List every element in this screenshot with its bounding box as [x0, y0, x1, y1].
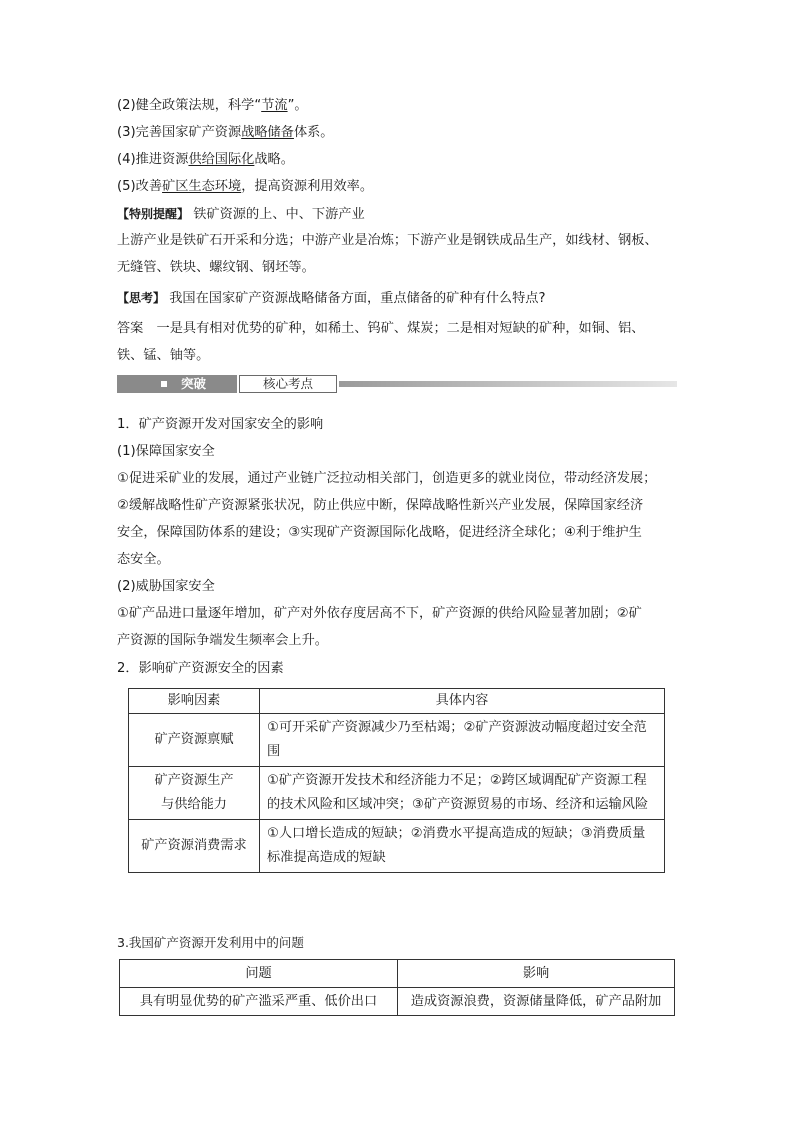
reminder-text-line-2: 无缝管、铁块、螺纹钢、钢坯等。 [117, 260, 315, 275]
think-tag: 【思考】 [117, 291, 166, 305]
measure-3-underlined: 战略储备 [241, 125, 294, 140]
table-header-row [120, 960, 675, 988]
section-1-p1-line-4: 态安全。 [117, 552, 170, 567]
impact-cell: 造成资源浪费，资源储量降低，矿产品附加 [398, 988, 675, 1016]
section-banner [117, 375, 677, 393]
think-question-text: 我国在国家矿产资源战略储备方面，重点储备的矿种有什么特点? [165, 291, 546, 306]
measure-2-end: ”。 [287, 98, 308, 113]
header-impact: 影响 [398, 960, 675, 988]
section-1-title: 1．矿产资源开发对国家安全的影响 [117, 417, 324, 432]
measure-2 [117, 97, 308, 115]
table-row [129, 820, 665, 873]
measure-4-underlined: 供给国际化 [188, 152, 255, 167]
measure-5-end: ，提高资源利用效率。 [241, 179, 374, 194]
table-row [129, 767, 665, 820]
banner-left-label: 突破 [181, 376, 207, 391]
section-1-p1-line-1: ①促进采矿业的发展，通过产业链广泛拉动相关部门，创造更多的就业岗位，带动经济发展； [117, 471, 657, 486]
banner-rule [339, 381, 677, 387]
table-header-row [129, 689, 665, 714]
square-bullet-icon [161, 381, 167, 387]
table-row [129, 714, 665, 767]
problem-cell: 具有明显优势的矿产滥采严重、低价出口 [120, 988, 398, 1016]
measure-4-end: 战略。 [254, 152, 294, 167]
content-cell: ①人口增长造成的短缺；②消费水平提高造成的短缺；③消费质量标准提高造成的短缺 [260, 820, 665, 873]
content-cell: ①矿产资源开发技术和经济能力不足；②跨区域调配矿产资源工程的技术风险和区域冲突；③矿产资源贸易的市场、经济和运输风险 [260, 767, 665, 820]
header-content: 具体内容 [260, 689, 665, 714]
think-answer-line-1: 答案 一是具有相对优势的矿种，如稀土、钨矿、煤炭；二是相对短缺的矿种，如铜、铝、 [117, 321, 645, 336]
measure-4 [117, 151, 294, 169]
factor-cell-text: 矿产资源生产与供给能力 [154, 773, 234, 812]
reminder-title: 铁矿资源的上、中、下游产业 [189, 207, 365, 222]
reminder-text-line-1: 上游产业是铁矿石开采和分选；中游产业是冶炼；下游产业是钢铁成品生产，如线材、钢板、 [117, 233, 658, 248]
measure-3 [117, 124, 334, 142]
measure-2-text: (2)健全政策法规，科学“ [117, 98, 262, 113]
section-1-p1-line-2: ②缓解战略性矿产资源紧张状况，防止供应中断，保障战略性新兴产业发展，保障国家经济 [117, 498, 644, 513]
measure-3-text: (3)完善国家矿产资源 [117, 125, 242, 140]
section-1-sub-1: (1)保障国家安全 [117, 444, 215, 459]
factor-cell: 矿产资源消费需求 [129, 820, 260, 873]
section-1-p1-line-3: 安全，保障国防体系的建设；③实现矿产资源国际化战略，促进经济全球化；④利于维护生 [117, 525, 642, 540]
measure-5 [117, 178, 373, 196]
think-question [117, 289, 545, 308]
table-row [120, 988, 675, 1016]
reminder-heading [117, 205, 365, 224]
header-factor: 影响因素 [129, 689, 260, 714]
factors-table [128, 688, 665, 873]
section-1-p2-line-1: ①矿产品进口量逐年增加，矿产对外依存度居高不下，矿产资源的供给风险显著加剧；②矿 [117, 606, 642, 621]
header-problem: 问题 [120, 960, 398, 988]
banner-breakthrough [117, 375, 237, 393]
reminder-tag: 【特别提醒】 [117, 207, 190, 221]
section-2-title: 2．影响矿产资源安全的因素 [117, 661, 284, 676]
section-1-p2-line-2: 产资源的国际争端发生频率会上升。 [117, 633, 328, 648]
section-1-sub-2: (2)威胁国家安全 [117, 579, 215, 594]
measure-5-underlined: 矿区生态环境 [162, 179, 242, 194]
measure-2-underlined: 节流 [261, 98, 288, 113]
content-cell: ①可开采矿产资源减少乃至枯竭；②矿产资源波动幅度超过安全范围 [260, 714, 665, 767]
factor-cell: 矿产资源禀赋 [129, 714, 260, 767]
banner-right-label: 核心考点 [239, 375, 337, 393]
measure-5-text: (5)改善 [117, 179, 163, 194]
section-3-title: 3.我国矿产资源开发利用中的问题 [117, 935, 304, 950]
problems-table [119, 959, 675, 1016]
think-answer-line-2: 铁、锰、铀等。 [117, 348, 210, 363]
factor-cell [129, 767, 260, 820]
measure-3-end: 体系。 [293, 125, 334, 140]
measure-4-text: (4)推进资源 [117, 152, 189, 167]
